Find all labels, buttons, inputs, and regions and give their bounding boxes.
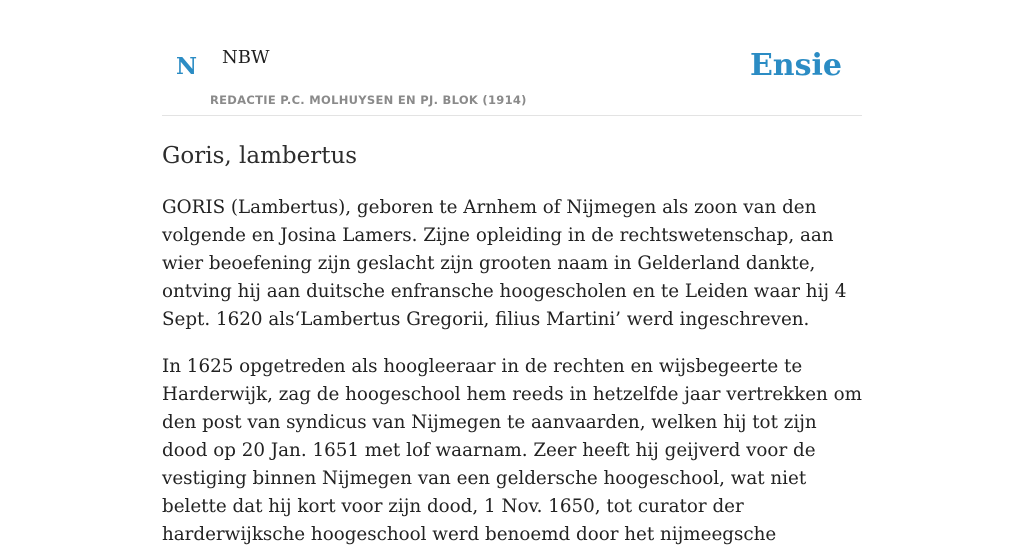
article-paragraph-2: In 1625 opgetreden als hoogleeraar in de rechten en wijsbegeerte te Harderwijk, zag de hoogeschool hem reeds in hetzelfde jaar vertrekken om den post van syndicus van Nijmegen te aanvaarden, welken hij tot zijn dood op 20 Jan. 1651 met lof waarnam. Zeer heeft hij geijverd voor de vestiging binnen Nijmegen van een geldersche hoogeschool, wat niet belette dat hij kort voor zijn dood, 1 Nov. 1650, tot curator der harderwijksche hoogeschool werd benoemd door het nijmeegsche — [162, 355, 862, 545]
brand-logo[interactable]: Ensie — [749, 48, 842, 83]
source-logo[interactable]: N — [176, 53, 198, 80]
article-title: Goris, lambertus — [162, 143, 358, 169]
source-name[interactable]: NBW — [222, 47, 270, 68]
article-paragraph-1: GORIS (Lambertus), geboren te Arnhem of Nijmegen als zoon van den volgende en Josina Lamers. Zijne opleiding in de rechtswetenschap, aan wier beoefening zijn geslacht zijn grooten naam in Gelderland dankte, ontving hij aan duitsche enfransche hoogescholen en te Leiden waar hij 4 Sept. 1620 als‘Lambertus Gregorii, filius Martini’ werd ingeschreven. — [162, 196, 847, 330]
header — [162, 0, 862, 116]
content-container — [162, 0, 862, 549]
editors-line: REDACTIE P.C. MOLHUYSEN EN PJ. BLOK (1914) — [210, 93, 527, 107]
